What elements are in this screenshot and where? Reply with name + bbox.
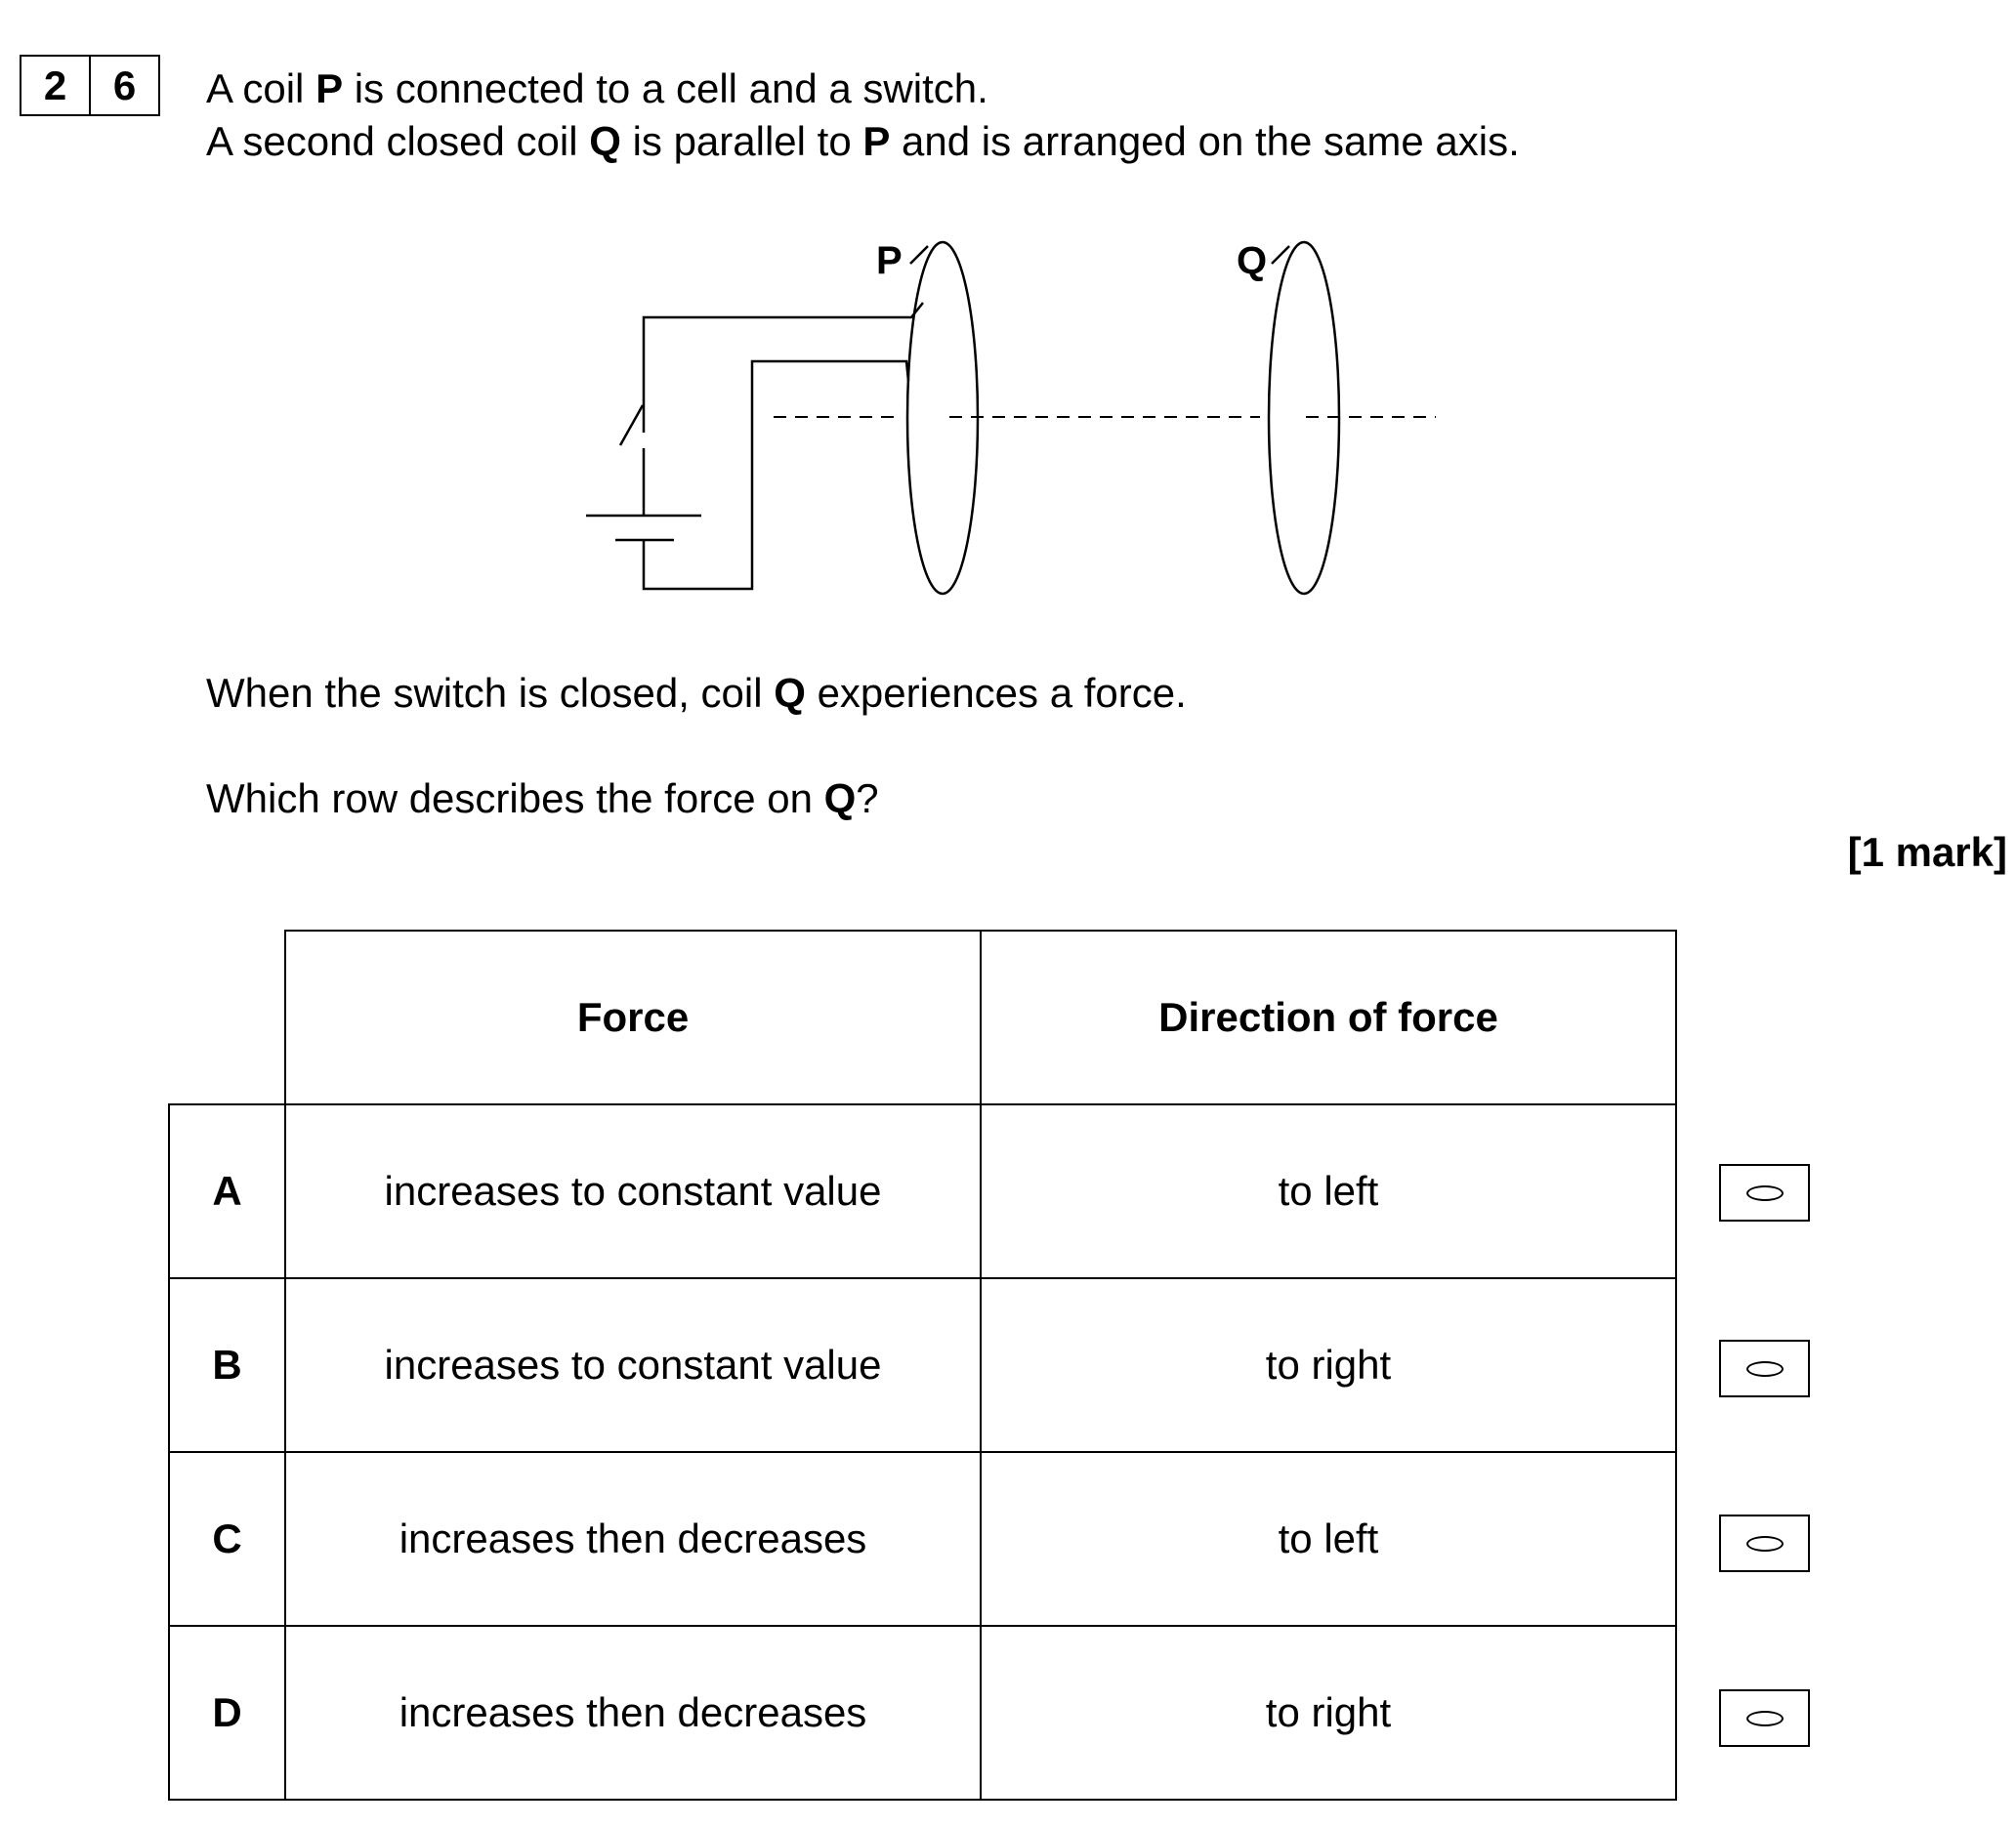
row-direction: to right: [981, 1278, 1676, 1452]
table-row-d: [169, 1626, 1676, 1800]
table-row-a: [169, 1104, 1676, 1278]
coil-q-ref: Q: [774, 670, 806, 716]
question-number-digit-1: 2: [43, 62, 67, 108]
coil-diagram: [0, 0, 2016, 625]
wire-top: [644, 303, 923, 433]
row-letter: C: [169, 1452, 285, 1626]
answer-bubble-a[interactable]: [1719, 1164, 1810, 1222]
question-number-digit-2: 6: [89, 57, 158, 114]
row-force: increases to constant value: [285, 1104, 981, 1278]
header-force: Force: [285, 931, 981, 1104]
row-force: increases then decreases: [285, 1626, 981, 1800]
bubble-oval-icon: [1746, 1711, 1784, 1726]
question-line-4: Which row describes the force on Q?: [206, 775, 879, 821]
answer-table: [168, 930, 1677, 1801]
answer-bubble-c[interactable]: [1719, 1515, 1810, 1572]
bubble-oval-icon: [1746, 1185, 1784, 1201]
switch: [620, 405, 643, 445]
table-row-c: [169, 1452, 1676, 1626]
marks-label: [1 mark]: [1847, 829, 2007, 875]
answer-bubble-d[interactable]: [1719, 1689, 1810, 1747]
question-line-1: A coil P is connected to a cell and a switch.: [206, 65, 988, 111]
label-p: P: [876, 239, 903, 282]
coil-p-ref: P: [315, 65, 344, 111]
wire-bottom: [644, 361, 908, 589]
row-force: increases then decreases: [285, 1452, 981, 1626]
row-direction: to right: [981, 1626, 1676, 1800]
row-direction: to left: [981, 1452, 1676, 1626]
table-row-b: [169, 1278, 1676, 1452]
label-q: Q: [1237, 239, 1268, 282]
question-line-2: A second closed coil Q is parallel to P and is arranged on the same axis.: [206, 118, 1520, 164]
row-letter: D: [169, 1626, 285, 1800]
bubble-oval-icon: [1746, 1361, 1784, 1377]
answer-bubble-b[interactable]: [1719, 1340, 1810, 1397]
coil-p: [907, 242, 978, 594]
row-direction: to left: [981, 1104, 1676, 1278]
table-corner-cell: [169, 931, 285, 1104]
coil-q-ref: Q: [589, 118, 621, 164]
row-letter: A: [169, 1104, 285, 1278]
row-force: increases to constant value: [285, 1278, 981, 1452]
bubble-oval-icon: [1746, 1536, 1784, 1552]
table-header-row: [169, 931, 1676, 1104]
row-letter: B: [169, 1278, 285, 1452]
coil-q-ref: Q: [823, 775, 857, 821]
coil-p-ref: P: [862, 118, 891, 164]
header-direction: Direction of force: [981, 931, 1676, 1104]
question-line-3: When the switch is closed, coil Q experiences a force.: [206, 670, 1187, 716]
